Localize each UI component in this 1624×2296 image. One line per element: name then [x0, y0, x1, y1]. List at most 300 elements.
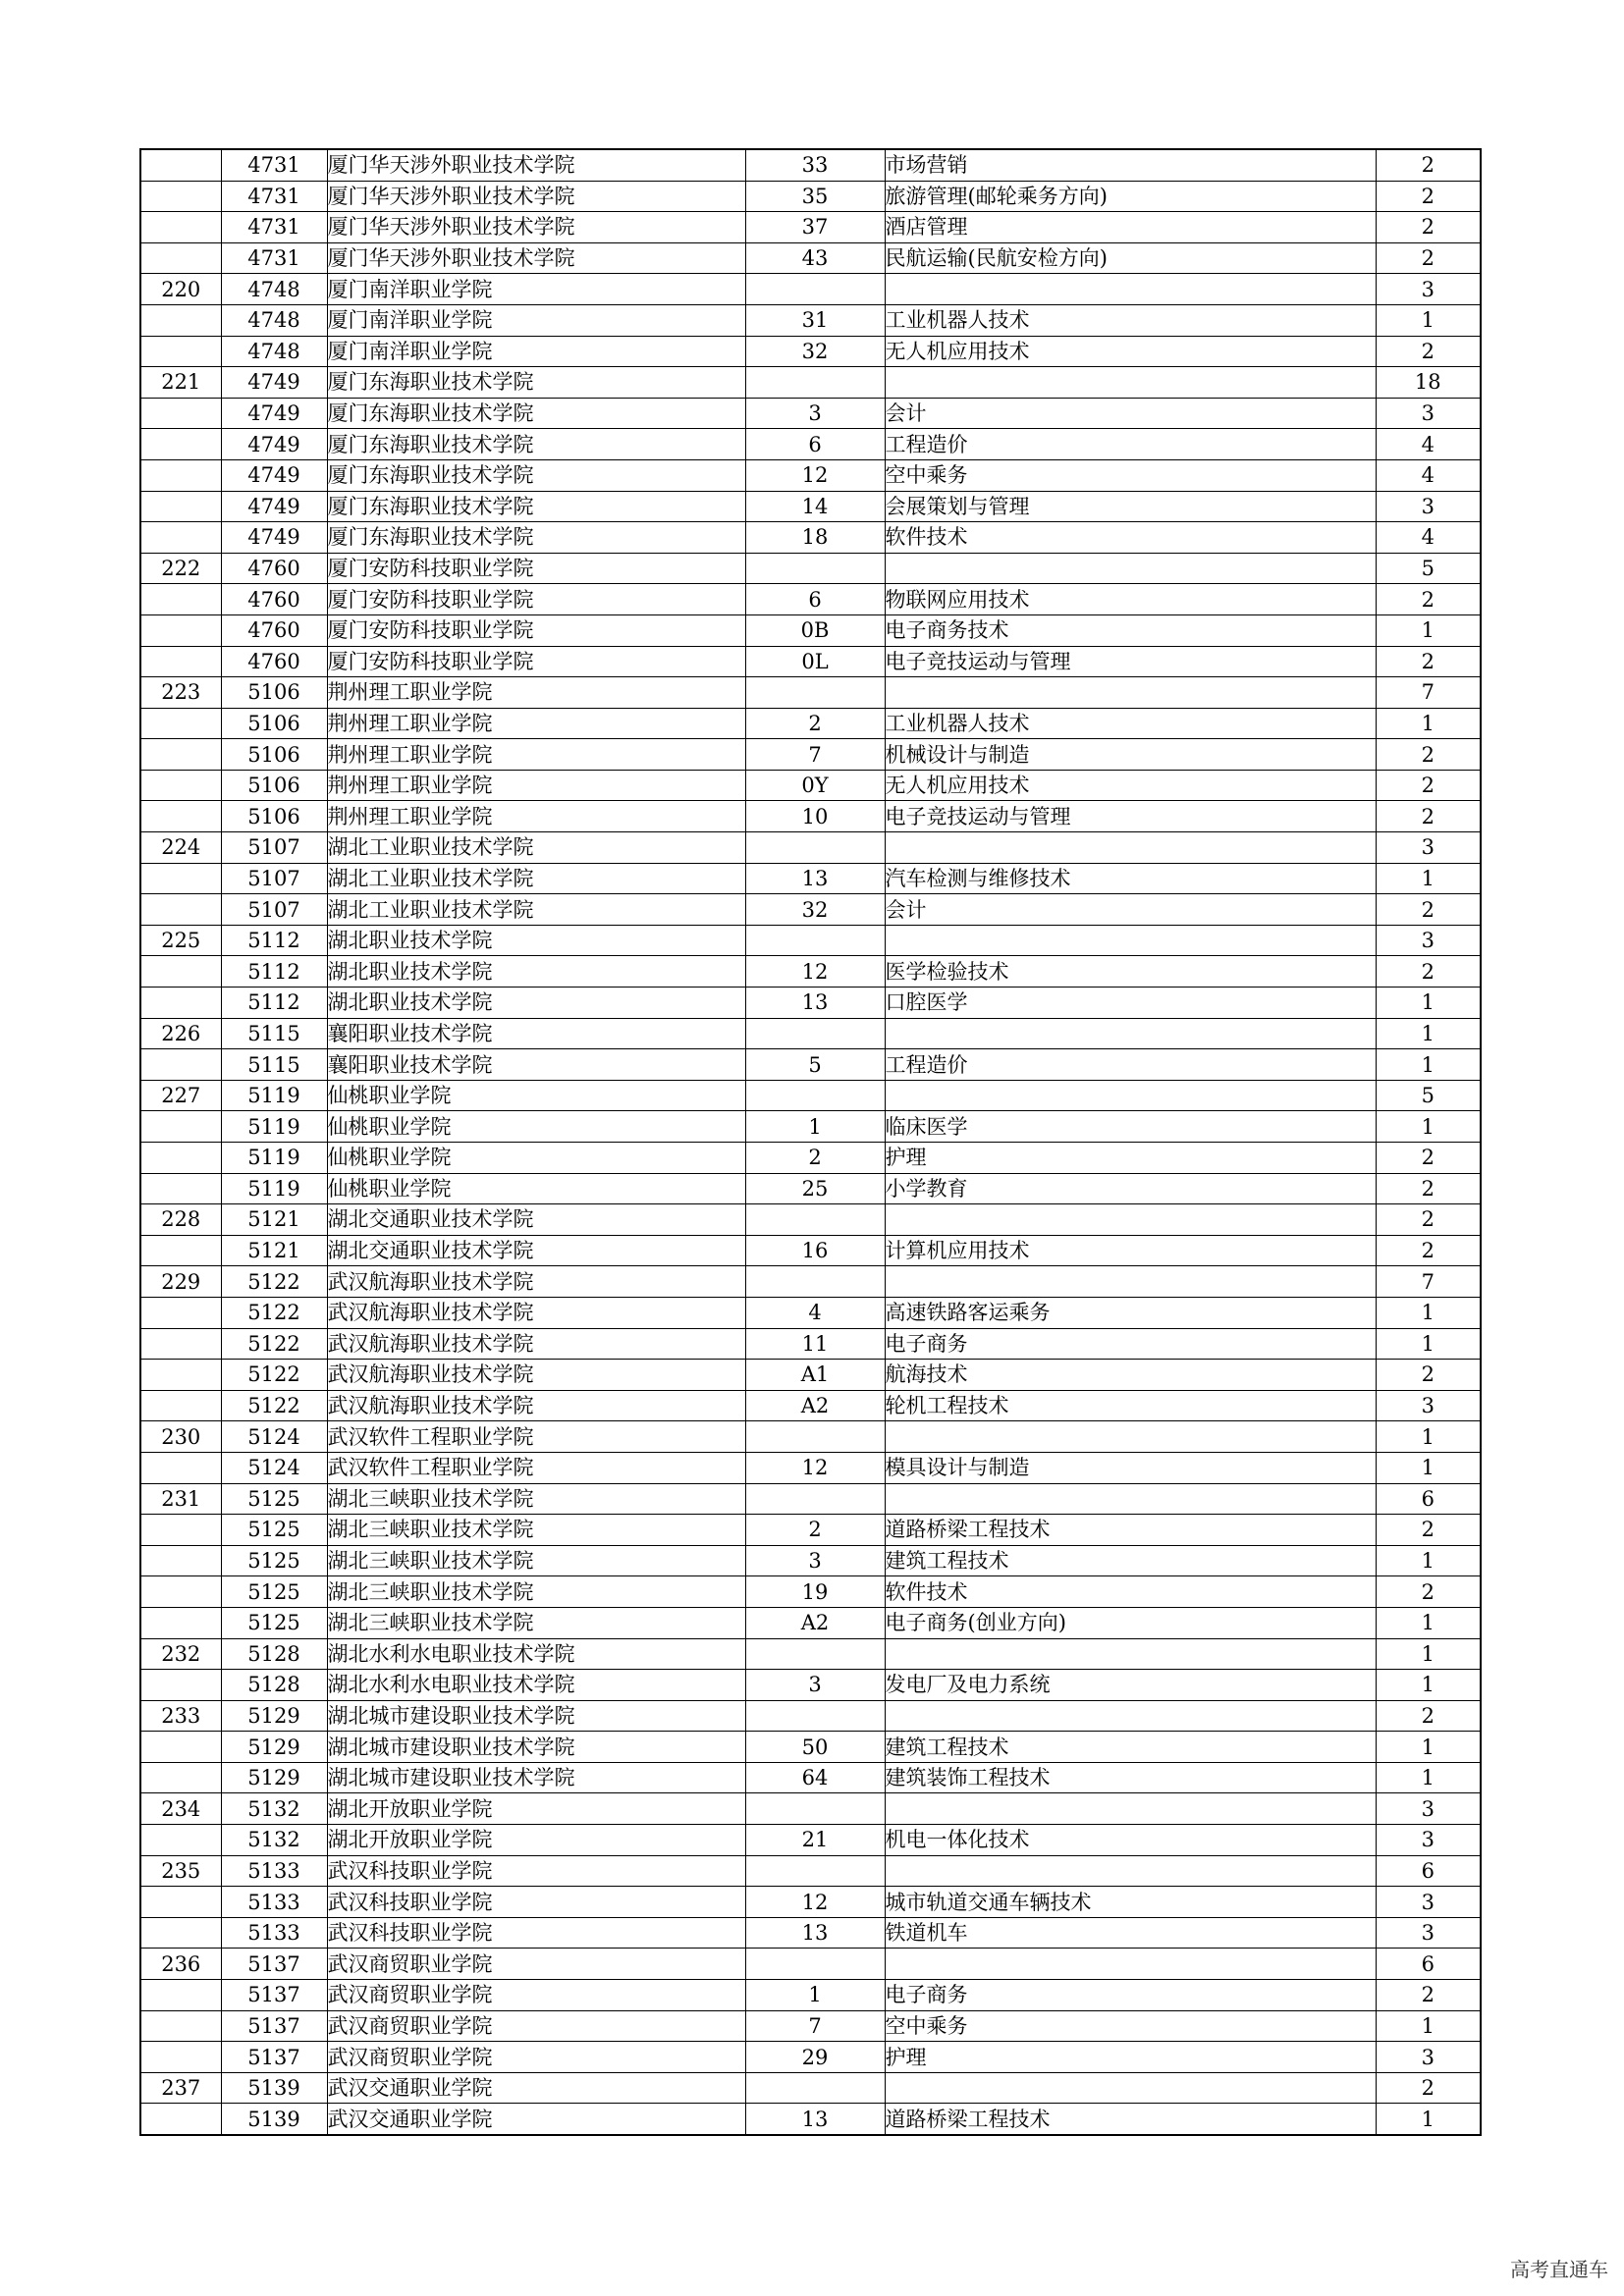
table-row	[140, 1049, 1481, 1081]
major-name-cell: 工业机器人技术	[885, 708, 1376, 739]
plan-count-cell: 1	[1376, 863, 1481, 894]
plan-count-cell: 1	[1376, 614, 1481, 646]
sequence-cell	[140, 614, 221, 646]
table-row	[140, 863, 1481, 894]
sequence-cell	[140, 1980, 221, 2011]
school-name-cell: 荆州理工职业学院	[327, 708, 745, 739]
watermark: 高考直通车	[1510, 2258, 1608, 2281]
school-name-cell: 仙桃职业学院	[327, 1143, 745, 1174]
major-code-cell	[745, 367, 885, 399]
major-name-cell: 临床医学	[885, 1111, 1376, 1143]
school-name-cell: 厦门安防科技职业学院	[327, 584, 745, 615]
school-name-cell: 湖北开放职业学院	[327, 1793, 745, 1825]
school-code-cell: 4760	[221, 553, 327, 584]
plan-count-cell: 1	[1376, 1607, 1481, 1638]
sequence-cell	[140, 2010, 221, 2042]
major-code-cell: 14	[745, 491, 885, 522]
major-code-cell: 50	[745, 1732, 885, 1763]
table-row	[140, 2104, 1481, 2135]
school-code-cell: 4731	[221, 242, 327, 274]
table-row	[140, 2072, 1481, 2104]
plan-count-cell: 3	[1376, 1825, 1481, 1856]
school-name-cell: 荆州理工职业学院	[327, 770, 745, 801]
sequence-cell: 224	[140, 832, 221, 864]
major-code-cell: 29	[745, 2042, 885, 2073]
major-name-cell: 汽车检测与维修技术	[885, 863, 1376, 894]
school-code-cell: 5124	[221, 1421, 327, 1453]
table-row	[140, 1793, 1481, 1825]
plan-count-cell: 2	[1376, 2072, 1481, 2104]
major-code-cell: 37	[745, 212, 885, 243]
major-code-cell	[745, 1700, 885, 1732]
school-code-cell: 4760	[221, 646, 327, 677]
plan-count-cell: 1	[1376, 1328, 1481, 1360]
major-name-cell: 工程造价	[885, 429, 1376, 460]
table-row	[140, 242, 1481, 274]
table-body	[140, 149, 1481, 2135]
table-row	[140, 1576, 1481, 1608]
major-name-cell: 无人机应用技术	[885, 336, 1376, 367]
table-row	[140, 491, 1481, 522]
table-row	[140, 1515, 1481, 1546]
sequence-cell: 229	[140, 1266, 221, 1298]
sequence-cell	[140, 304, 221, 336]
sequence-cell: 227	[140, 1080, 221, 1111]
school-code-cell: 5119	[221, 1173, 327, 1204]
school-name-cell: 武汉商贸职业学院	[327, 1949, 745, 1980]
major-code-cell: 7	[745, 739, 885, 771]
major-name-cell: 建筑装饰工程技术	[885, 1762, 1376, 1793]
major-name-cell: 小学教育	[885, 1173, 1376, 1204]
major-code-cell: 2	[745, 1515, 885, 1546]
plan-count-cell: 4	[1376, 459, 1481, 491]
school-code-cell: 5133	[221, 1887, 327, 1918]
school-name-cell: 湖北三峡职业技术学院	[327, 1607, 745, 1638]
major-code-cell	[745, 1421, 885, 1453]
major-code-cell: 21	[745, 1825, 885, 1856]
major-name-cell	[885, 367, 1376, 399]
school-code-cell: 5122	[221, 1328, 327, 1360]
school-code-cell: 4760	[221, 614, 327, 646]
school-name-cell: 厦门南洋职业学院	[327, 274, 745, 305]
school-name-cell: 厦门安防科技职业学院	[327, 614, 745, 646]
school-code-cell: 4748	[221, 336, 327, 367]
sequence-cell	[140, 988, 221, 1019]
school-name-cell: 厦门东海职业技术学院	[327, 459, 745, 491]
major-code-cell: A2	[745, 1390, 885, 1421]
major-name-cell: 城市轨道交通车辆技术	[885, 1887, 1376, 1918]
sequence-cell: 222	[140, 553, 221, 584]
table-row	[140, 1266, 1481, 1298]
table-row	[140, 1360, 1481, 1391]
plan-count-cell: 2	[1376, 212, 1481, 243]
major-code-cell: 12	[745, 1452, 885, 1483]
school-code-cell: 5125	[221, 1483, 327, 1515]
major-name-cell: 道路桥梁工程技术	[885, 1515, 1376, 1546]
major-name-cell: 民航运输(民航安检方向)	[885, 242, 1376, 274]
major-code-cell	[745, 1204, 885, 1236]
plan-count-cell: 2	[1376, 1980, 1481, 2011]
sequence-cell: 228	[140, 1204, 221, 1236]
major-name-cell: 物联网应用技术	[885, 584, 1376, 615]
sequence-cell	[140, 1917, 221, 1949]
major-code-cell	[745, 677, 885, 709]
plan-count-cell: 1	[1376, 1018, 1481, 1049]
sequence-cell	[140, 149, 221, 181]
table-row	[140, 2042, 1481, 2073]
table-row	[140, 1452, 1481, 1483]
plan-count-cell: 1	[1376, 1762, 1481, 1793]
table-row	[140, 1483, 1481, 1515]
major-code-cell: 32	[745, 336, 885, 367]
sequence-cell	[140, 212, 221, 243]
school-name-cell: 湖北职业技术学院	[327, 925, 745, 956]
plan-count-cell: 2	[1376, 1173, 1481, 1204]
table-row	[140, 1825, 1481, 1856]
school-code-cell: 4749	[221, 522, 327, 554]
plan-count-cell: 2	[1376, 1204, 1481, 1236]
table-row	[140, 1732, 1481, 1763]
school-code-cell: 5115	[221, 1018, 327, 1049]
school-code-cell: 5124	[221, 1452, 327, 1483]
school-code-cell: 5106	[221, 770, 327, 801]
plan-count-cell: 3	[1376, 1793, 1481, 1825]
school-name-cell: 仙桃职业学院	[327, 1111, 745, 1143]
school-name-cell: 厦门南洋职业学院	[327, 304, 745, 336]
plan-count-cell: 2	[1376, 801, 1481, 832]
school-name-cell: 厦门东海职业技术学院	[327, 367, 745, 399]
school-code-cell: 4749	[221, 459, 327, 491]
school-code-cell: 5122	[221, 1390, 327, 1421]
major-name-cell: 口腔医学	[885, 988, 1376, 1019]
major-code-cell	[745, 832, 885, 864]
sequence-cell	[140, 646, 221, 677]
school-code-cell: 4749	[221, 429, 327, 460]
plan-count-cell: 2	[1376, 956, 1481, 988]
sequence-cell	[140, 1545, 221, 1576]
plan-count-cell: 3	[1376, 398, 1481, 429]
major-code-cell: A1	[745, 1360, 885, 1391]
school-code-cell: 5139	[221, 2104, 327, 2135]
sequence-cell: 236	[140, 1949, 221, 1980]
plan-count-cell: 18	[1376, 367, 1481, 399]
major-name-cell	[885, 274, 1376, 305]
plan-count-cell: 2	[1376, 584, 1481, 615]
major-name-cell	[885, 677, 1376, 709]
school-name-cell: 湖北三峡职业技术学院	[327, 1545, 745, 1576]
plan-count-cell: 3	[1376, 1390, 1481, 1421]
school-name-cell: 武汉航海职业技术学院	[327, 1328, 745, 1360]
major-code-cell	[745, 925, 885, 956]
table-row	[140, 739, 1481, 771]
school-name-cell: 厦门安防科技职业学院	[327, 646, 745, 677]
school-name-cell: 湖北三峡职业技术学院	[327, 1515, 745, 1546]
sequence-cell	[140, 1360, 221, 1391]
table-row	[140, 398, 1481, 429]
sequence-cell: 237	[140, 2072, 221, 2104]
school-code-cell: 5106	[221, 739, 327, 771]
school-name-cell: 湖北水利水电职业技术学院	[327, 1670, 745, 1701]
major-name-cell	[885, 1018, 1376, 1049]
major-name-cell	[885, 553, 1376, 584]
major-code-cell	[745, 1018, 885, 1049]
table-row	[140, 988, 1481, 1019]
school-code-cell: 5137	[221, 2010, 327, 2042]
sequence-cell	[140, 1173, 221, 1204]
table-row	[140, 1018, 1481, 1049]
plan-count-cell: 1	[1376, 1452, 1481, 1483]
major-name-cell: 机械设计与制造	[885, 739, 1376, 771]
plan-count-cell: 2	[1376, 149, 1481, 181]
plan-count-cell: 1	[1376, 1049, 1481, 1081]
major-code-cell: A2	[745, 1607, 885, 1638]
major-code-cell	[745, 2072, 885, 2104]
major-name-cell: 空中乘务	[885, 2010, 1376, 2042]
school-name-cell: 湖北交通职业技术学院	[327, 1235, 745, 1266]
sequence-cell	[140, 1328, 221, 1360]
school-name-cell: 湖北三峡职业技术学院	[327, 1483, 745, 1515]
sequence-cell	[140, 1111, 221, 1143]
sequence-cell	[140, 739, 221, 771]
sequence-cell	[140, 584, 221, 615]
table-row	[140, 956, 1481, 988]
major-code-cell: 13	[745, 1917, 885, 1949]
plan-count-cell: 1	[1376, 708, 1481, 739]
sequence-cell	[140, 894, 221, 926]
plan-count-cell: 1	[1376, 1545, 1481, 1576]
school-code-cell: 5122	[221, 1266, 327, 1298]
major-name-cell: 无人机应用技术	[885, 770, 1376, 801]
sequence-cell	[140, 429, 221, 460]
plan-count-cell: 3	[1376, 1887, 1481, 1918]
school-name-cell: 襄阳职业技术学院	[327, 1018, 745, 1049]
plan-count-cell: 1	[1376, 2104, 1481, 2135]
table-row	[140, 522, 1481, 554]
sequence-cell	[140, 336, 221, 367]
school-name-cell: 武汉航海职业技术学院	[327, 1360, 745, 1391]
major-name-cell	[885, 832, 1376, 864]
table-row	[140, 801, 1481, 832]
table-row	[140, 1545, 1481, 1576]
major-name-cell	[885, 925, 1376, 956]
major-code-cell: 25	[745, 1173, 885, 1204]
table-row	[140, 367, 1481, 399]
plan-count-cell: 3	[1376, 2042, 1481, 2073]
major-name-cell	[885, 1266, 1376, 1298]
major-name-cell	[885, 1421, 1376, 1453]
table-row	[140, 1235, 1481, 1266]
school-name-cell: 湖北三峡职业技术学院	[327, 1576, 745, 1608]
major-name-cell: 会计	[885, 894, 1376, 926]
major-code-cell: 3	[745, 398, 885, 429]
school-code-cell: 5129	[221, 1700, 327, 1732]
school-code-cell: 5125	[221, 1576, 327, 1608]
plan-count-cell: 3	[1376, 491, 1481, 522]
major-code-cell: 12	[745, 956, 885, 988]
major-name-cell: 市场营销	[885, 149, 1376, 181]
school-code-cell: 5132	[221, 1793, 327, 1825]
school-code-cell: 5133	[221, 1917, 327, 1949]
plan-count-cell: 2	[1376, 770, 1481, 801]
school-name-cell: 厦门华天涉外职业技术学院	[327, 242, 745, 274]
plan-count-cell: 2	[1376, 1360, 1481, 1391]
sequence-cell	[140, 2042, 221, 2073]
major-code-cell	[745, 1080, 885, 1111]
major-code-cell: 13	[745, 2104, 885, 2135]
table-row	[140, 770, 1481, 801]
sequence-cell: 230	[140, 1421, 221, 1453]
school-code-cell: 5112	[221, 925, 327, 956]
plan-count-cell: 4	[1376, 429, 1481, 460]
school-code-cell: 4749	[221, 367, 327, 399]
major-code-cell: 1	[745, 1980, 885, 2011]
major-name-cell: 建筑工程技术	[885, 1732, 1376, 1763]
table-row	[140, 336, 1481, 367]
major-name-cell: 护理	[885, 2042, 1376, 2073]
plan-count-cell: 1	[1376, 1111, 1481, 1143]
sequence-cell: 231	[140, 1483, 221, 1515]
major-name-cell: 会计	[885, 398, 1376, 429]
major-name-cell	[885, 1483, 1376, 1515]
school-code-cell: 5132	[221, 1825, 327, 1856]
school-code-cell: 4749	[221, 398, 327, 429]
sequence-cell	[140, 956, 221, 988]
table-row	[140, 677, 1481, 709]
plan-count-cell: 3	[1376, 925, 1481, 956]
school-name-cell: 武汉科技职业学院	[327, 1917, 745, 1949]
school-name-cell: 厦门东海职业技术学院	[327, 522, 745, 554]
school-code-cell: 5112	[221, 956, 327, 988]
plan-count-cell: 2	[1376, 1143, 1481, 1174]
sequence-cell	[140, 863, 221, 894]
school-name-cell: 湖北交通职业技术学院	[327, 1204, 745, 1236]
table-row	[140, 1390, 1481, 1421]
school-name-cell: 厦门南洋职业学院	[327, 336, 745, 367]
table-row	[140, 1917, 1481, 1949]
sequence-cell	[140, 1576, 221, 1608]
sequence-cell	[140, 1515, 221, 1546]
sequence-cell	[140, 459, 221, 491]
major-name-cell: 电子商务(创业方向)	[885, 1607, 1376, 1638]
school-name-cell: 武汉交通职业学院	[327, 2072, 745, 2104]
major-name-cell: 工业机器人技术	[885, 304, 1376, 336]
major-code-cell: 31	[745, 304, 885, 336]
school-name-cell: 襄阳职业技术学院	[327, 1049, 745, 1081]
table-row	[140, 2010, 1481, 2042]
school-code-cell: 4748	[221, 274, 327, 305]
sequence-cell: 221	[140, 367, 221, 399]
school-name-cell: 湖北城市建设职业技术学院	[327, 1732, 745, 1763]
major-name-cell	[885, 1700, 1376, 1732]
sequence-cell	[140, 1607, 221, 1638]
plan-count-cell: 1	[1376, 2010, 1481, 2042]
school-name-cell: 厦门东海职业技术学院	[327, 491, 745, 522]
school-name-cell: 湖北开放职业学院	[327, 1825, 745, 1856]
sequence-cell: 234	[140, 1793, 221, 1825]
school-code-cell: 5119	[221, 1111, 327, 1143]
major-code-cell	[745, 1793, 885, 1825]
school-code-cell: 5125	[221, 1545, 327, 1576]
major-code-cell	[745, 1855, 885, 1887]
table-row	[140, 149, 1481, 181]
school-name-cell: 武汉航海职业技术学院	[327, 1390, 745, 1421]
major-code-cell: 18	[745, 522, 885, 554]
sequence-cell	[140, 398, 221, 429]
school-name-cell: 湖北城市建设职业技术学院	[327, 1762, 745, 1793]
major-code-cell	[745, 274, 885, 305]
table-row	[140, 212, 1481, 243]
table-row	[140, 1421, 1481, 1453]
major-code-cell: 12	[745, 459, 885, 491]
major-name-cell	[885, 1855, 1376, 1887]
plan-count-cell: 2	[1376, 894, 1481, 926]
sequence-cell	[140, 1390, 221, 1421]
table-row	[140, 1297, 1481, 1328]
table-row	[140, 1855, 1481, 1887]
plan-count-cell: 2	[1376, 336, 1481, 367]
school-code-cell: 5106	[221, 708, 327, 739]
major-code-cell: 13	[745, 988, 885, 1019]
major-name-cell: 轮机工程技术	[885, 1390, 1376, 1421]
admission-plan-table	[139, 148, 1482, 2136]
table-row	[140, 646, 1481, 677]
table-row	[140, 1173, 1481, 1204]
plan-count-cell: 6	[1376, 1949, 1481, 1980]
school-name-cell: 武汉航海职业技术学院	[327, 1297, 745, 1328]
major-code-cell: 0L	[745, 646, 885, 677]
plan-count-cell: 3	[1376, 274, 1481, 305]
school-name-cell: 武汉商贸职业学院	[327, 2042, 745, 2073]
school-code-cell: 5107	[221, 894, 327, 926]
school-code-cell: 4749	[221, 491, 327, 522]
school-code-cell: 4731	[221, 212, 327, 243]
major-name-cell: 护理	[885, 1143, 1376, 1174]
major-code-cell: 10	[745, 801, 885, 832]
major-code-cell: 6	[745, 584, 885, 615]
table-row	[140, 1670, 1481, 1701]
major-name-cell: 酒店管理	[885, 212, 1376, 243]
sequence-cell	[140, 1670, 221, 1701]
major-name-cell: 软件技术	[885, 522, 1376, 554]
sequence-cell	[140, 181, 221, 212]
sequence-cell: 226	[140, 1018, 221, 1049]
school-code-cell: 4748	[221, 304, 327, 336]
table-row	[140, 1638, 1481, 1670]
table-row	[140, 1204, 1481, 1236]
school-name-cell: 仙桃职业学院	[327, 1173, 745, 1204]
major-name-cell	[885, 2072, 1376, 2104]
school-code-cell: 5139	[221, 2072, 327, 2104]
plan-count-cell: 2	[1376, 739, 1481, 771]
school-name-cell: 湖北工业职业技术学院	[327, 863, 745, 894]
plan-count-cell: 2	[1376, 1235, 1481, 1266]
major-code-cell: 12	[745, 1887, 885, 1918]
plan-count-cell: 2	[1376, 646, 1481, 677]
plan-count-cell: 7	[1376, 1266, 1481, 1298]
plan-count-cell: 6	[1376, 1483, 1481, 1515]
school-name-cell: 厦门华天涉外职业技术学院	[327, 181, 745, 212]
school-name-cell: 厦门安防科技职业学院	[327, 553, 745, 584]
sequence-cell	[140, 801, 221, 832]
sequence-cell: 225	[140, 925, 221, 956]
school-name-cell: 荆州理工职业学院	[327, 677, 745, 709]
major-name-cell	[885, 1204, 1376, 1236]
major-name-cell	[885, 1793, 1376, 1825]
table-row	[140, 1949, 1481, 1980]
school-name-cell: 荆州理工职业学院	[327, 739, 745, 771]
school-code-cell: 4731	[221, 181, 327, 212]
plan-count-cell: 5	[1376, 553, 1481, 584]
